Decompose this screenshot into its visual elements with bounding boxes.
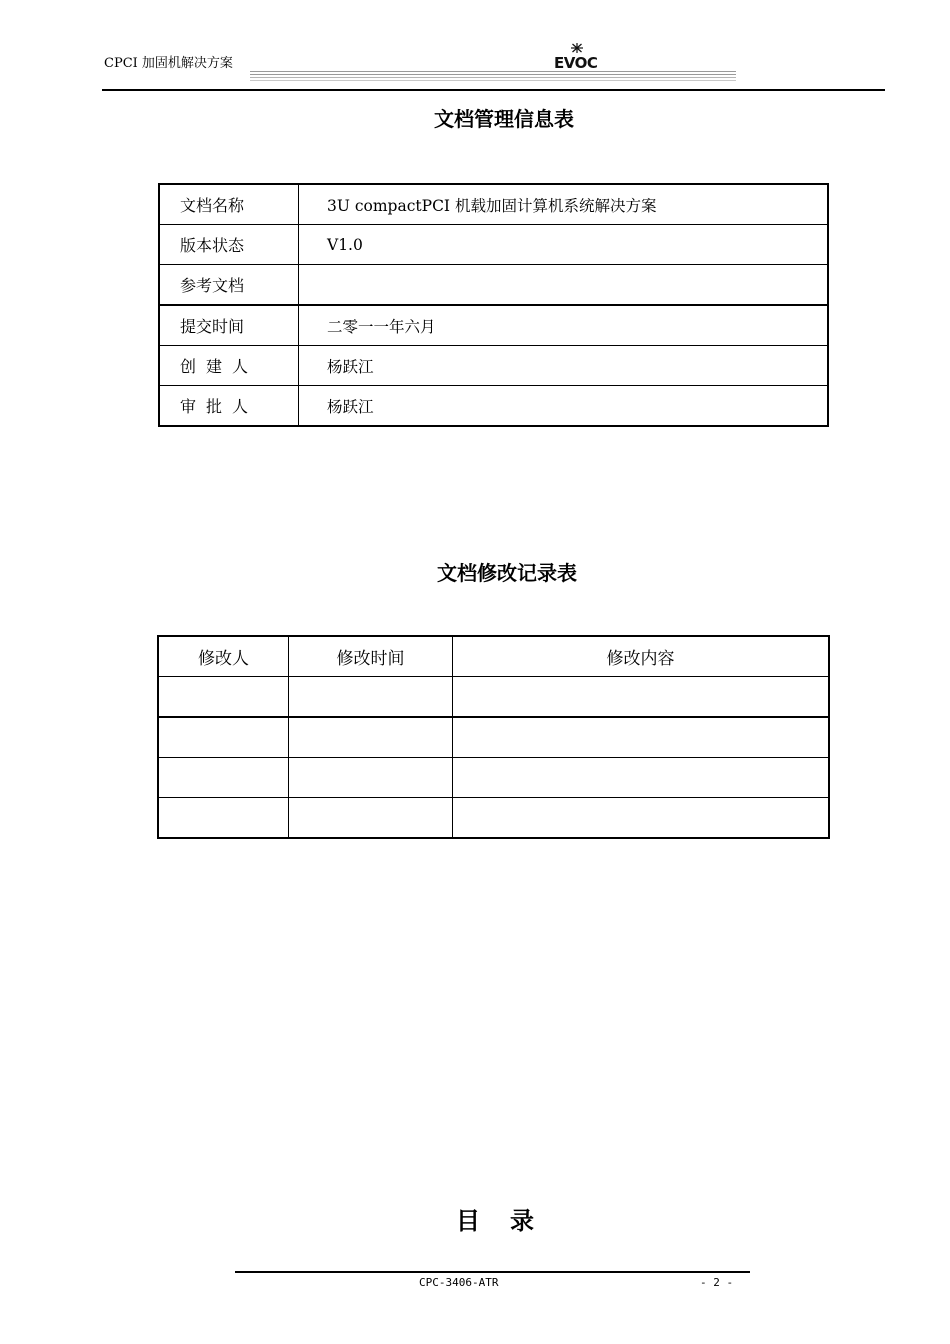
column-header: 修改人 [158, 636, 289, 677]
logo-text: EVOC [554, 54, 598, 72]
table-cell [453, 677, 830, 718]
table-cell [289, 798, 453, 839]
table-row [159, 225, 828, 265]
row-value: 杨跃江 [299, 386, 829, 427]
table-row [159, 346, 828, 386]
table-cell [158, 798, 289, 839]
toc-title-part2: 录 [510, 1207, 534, 1235]
footer-page-number: - 2 - [700, 1276, 734, 1289]
row-label: 审批人 [159, 386, 299, 427]
table-row [158, 798, 829, 839]
info-table-title: 文档管理信息表 [434, 107, 574, 131]
table-row [159, 265, 828, 306]
evoc-logo [552, 42, 602, 72]
row-value: 杨跃江 [299, 346, 829, 386]
star-icon [570, 42, 584, 54]
table-row [158, 677, 829, 718]
table-cell [453, 798, 830, 839]
footer-rule [235, 1271, 750, 1273]
table-row [159, 305, 828, 346]
table-header-row [158, 636, 829, 677]
table-row [159, 386, 828, 427]
document-info-table [158, 183, 829, 427]
row-label: 参考文档 [159, 265, 299, 306]
table-row [159, 184, 828, 225]
row-value: V1.0 [299, 225, 829, 265]
table-cell [289, 758, 453, 798]
mod-table-title: 文档修改记录表 [437, 561, 577, 585]
row-label: 版本状态 [159, 225, 299, 265]
table-cell [158, 758, 289, 798]
column-header: 修改内容 [453, 636, 830, 677]
header-rule [102, 89, 885, 91]
modification-record-table [157, 635, 830, 839]
table-cell [289, 677, 453, 718]
row-label: 文档名称 [159, 184, 299, 225]
table-cell [453, 717, 830, 758]
row-label: 提交时间 [159, 305, 299, 346]
table-row [158, 758, 829, 798]
header-title: CPCI 加固机解决方案 [104, 56, 233, 71]
header-decoration [250, 71, 736, 87]
toc-title [456, 1201, 534, 1236]
table-row [158, 717, 829, 758]
table-cell [289, 717, 453, 758]
row-value [299, 265, 829, 306]
row-label: 创建人 [159, 346, 299, 386]
table-cell [158, 717, 289, 758]
row-value: 3U compactPCI 机载加固计算机系统解决方案 [299, 184, 829, 225]
table-cell [158, 677, 289, 718]
row-value: 二零一一年六月 [299, 305, 829, 346]
column-header: 修改时间 [289, 636, 453, 677]
toc-title-part1: 目 [456, 1207, 480, 1235]
table-cell [453, 758, 830, 798]
footer-doc-code: CPC-3406-ATR [419, 1276, 499, 1289]
